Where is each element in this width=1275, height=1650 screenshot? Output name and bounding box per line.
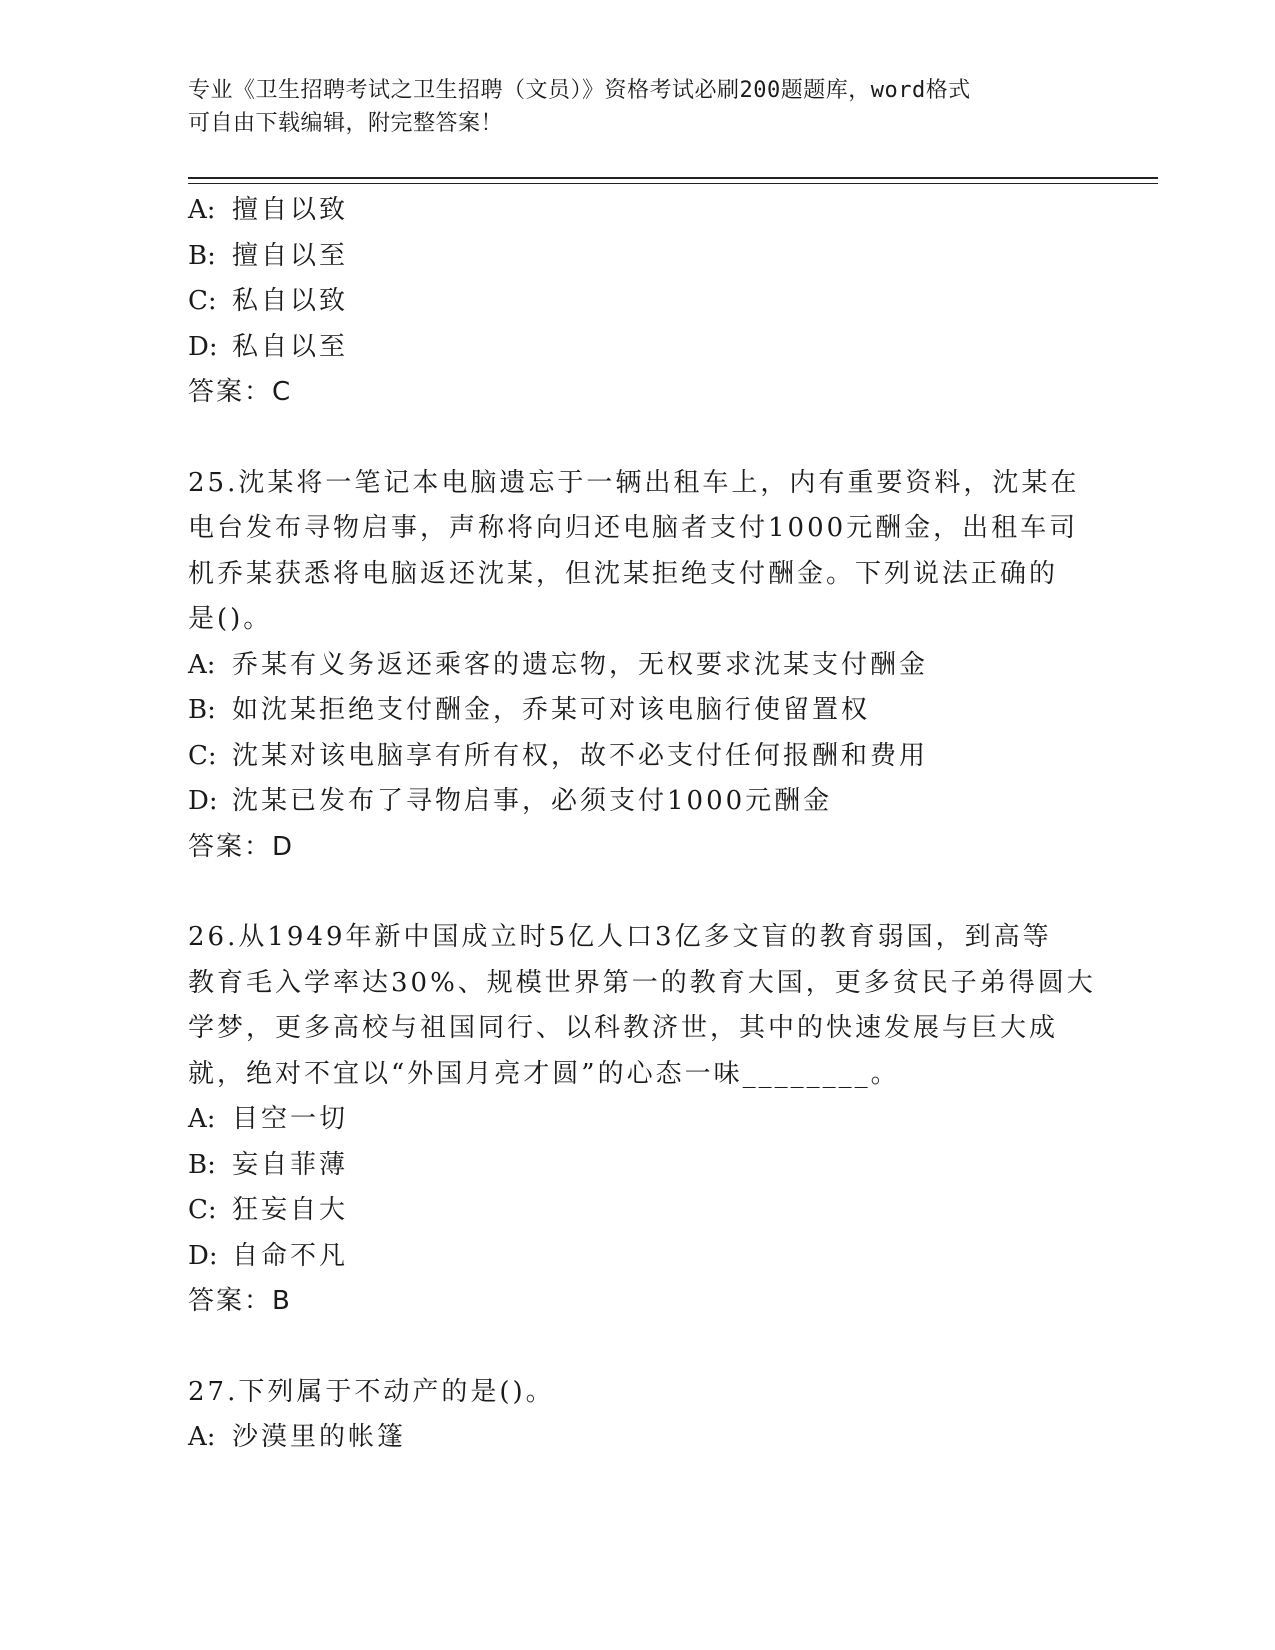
question-26 xyxy=(188,915,1096,1325)
option-key: C: xyxy=(188,740,217,771)
option-b xyxy=(188,234,1088,280)
question-25 xyxy=(188,461,1088,871)
option-text: 擅自以至 xyxy=(232,240,349,271)
option-text: 自命不凡 xyxy=(232,1240,349,1271)
option-d xyxy=(188,325,1088,371)
question-list xyxy=(188,188,1096,1461)
option-text: 狂妄自大 xyxy=(232,1195,349,1225)
option-c xyxy=(188,734,1088,780)
option-key: B: xyxy=(188,1149,216,1180)
question-stem-line: 就，绝对不宜以“外国月亮才圆”的心态一味________。 xyxy=(188,1058,900,1089)
question-stem-line: 27.下列属于不动产的是()。 xyxy=(188,1376,555,1407)
option-a xyxy=(188,188,1088,234)
question-stem-line: 学梦，更多高校与祖国同行、以科教济世，其中的快速发展与巨大成 xyxy=(188,1013,1059,1043)
answer-line: 答案：D xyxy=(188,831,295,862)
option-a xyxy=(188,643,1088,689)
option-d xyxy=(188,779,1088,825)
question-stem-line: 25.沈某将一笔记本电脑遗忘于一辆出租车上，内有重要资料，沈某在 xyxy=(188,467,1080,498)
option-text: 沈某对该电脑享有所有权，故不必支付任何报酬和费用 xyxy=(232,740,929,771)
option-key: A: xyxy=(188,1422,216,1452)
option-a xyxy=(188,1097,1088,1143)
option-key: B: xyxy=(188,240,216,271)
option-c xyxy=(188,279,1088,325)
option-text: 私自以致 xyxy=(232,286,349,316)
option-key: B: xyxy=(188,695,216,725)
question-24 xyxy=(188,188,1088,416)
option-key: D: xyxy=(188,1240,218,1271)
option-key: A: xyxy=(188,195,216,225)
option-text: 妄自菲薄 xyxy=(232,1149,349,1180)
header-divider-thin xyxy=(188,183,1158,184)
option-c xyxy=(188,1188,1088,1234)
question-stem-line: 26.从1949年新中国成立时5亿人口3亿多文盲的教育弱国，到高等 xyxy=(188,922,1052,952)
option-key: A: xyxy=(188,1104,216,1134)
option-key: A: xyxy=(188,649,216,680)
option-text: 沈某已发布了寻物启事，必须支付1000元酬金 xyxy=(232,786,833,816)
question-spacer xyxy=(188,416,1088,461)
answer-line: 答案：C xyxy=(188,377,293,407)
header-line-2: 可自由下载编辑，附完整答案！ xyxy=(188,111,504,136)
header-divider-thick xyxy=(188,177,1158,179)
question-stem-line: 机乔某获悉将电脑返还沈某，但沈某拒绝支付酬金。下列说法正确的 xyxy=(188,558,1059,589)
option-text: 如沈某拒绝支付酬金，乔某可对该电脑行使留置权 xyxy=(232,695,871,725)
question-stem-line: 是()。 xyxy=(188,604,273,634)
answer-line: 答案：B xyxy=(188,1286,292,1316)
option-key: C: xyxy=(188,1195,217,1225)
option-b xyxy=(188,1143,1088,1189)
option-a xyxy=(188,1415,1088,1461)
option-key: D: xyxy=(188,786,218,816)
question-27 xyxy=(188,1370,1088,1461)
option-b xyxy=(188,688,1088,734)
question-stem-line: 电台发布寻物启事，声称将向归还电脑者支付1000元酬金，出租车司 xyxy=(188,513,1079,543)
option-key: D: xyxy=(188,331,218,362)
option-text: 私自以至 xyxy=(232,331,349,362)
option-text: 沙漠里的帐篷 xyxy=(232,1422,407,1452)
question-spacer xyxy=(188,870,1088,915)
question-spacer xyxy=(188,1325,1088,1370)
option-text: 目空一切 xyxy=(232,1104,349,1134)
option-key: C: xyxy=(188,286,217,316)
option-d xyxy=(188,1234,1088,1280)
header-line-1: 专业《卫生招聘考试之卫生招聘（文员）》资格考试必刷200题题库，word格式 xyxy=(188,78,971,103)
question-stem-line: 教育毛入学率达30%、规模世界第一的教育大国，更多贫民子弟得圆大 xyxy=(188,967,1096,998)
option-text: 乔某有义务返还乘客的遗忘物，无权要求沈某支付酬金 xyxy=(232,649,929,680)
document-header xyxy=(188,74,1068,140)
option-text: 擅自以致 xyxy=(232,195,349,225)
